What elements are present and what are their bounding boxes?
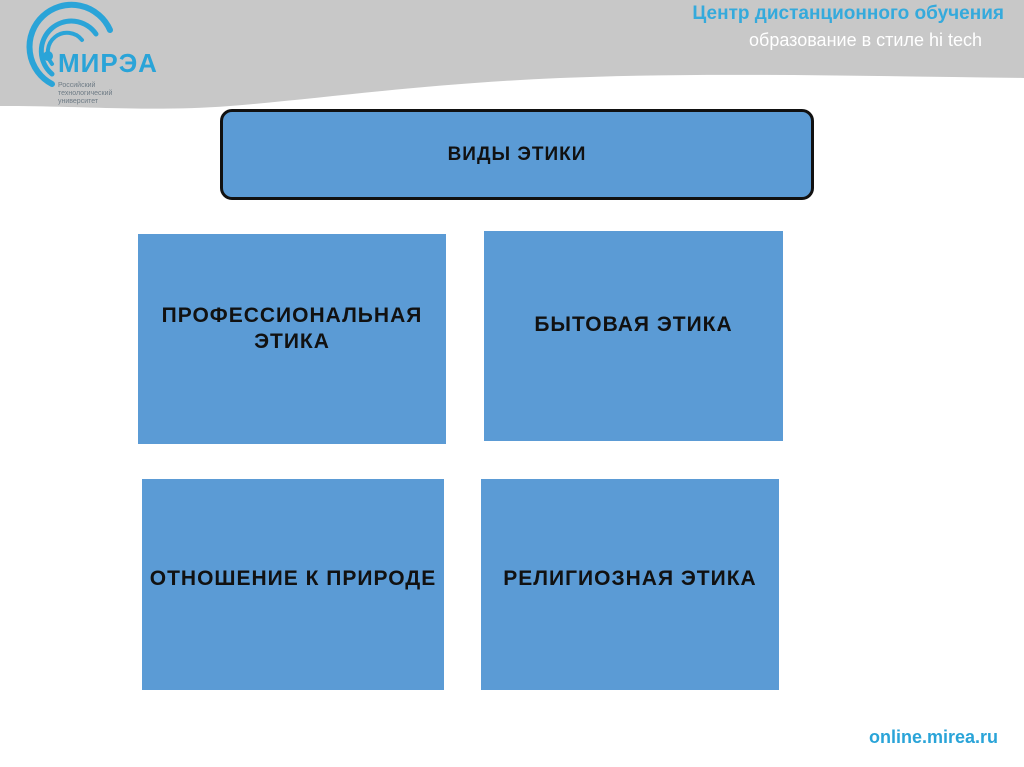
footer-url[interactable]: online.mirea.ru [868,727,998,747]
header-title: Центр дистанционного обучения [692,3,1004,24]
root-node [220,109,814,200]
node-professional-ethics [138,234,446,444]
logo-wordmark: МИРЭА [58,48,158,78]
mirea-logo [0,0,180,110]
node-everyday-ethics [484,231,783,441]
node-label: РЕЛИГИОЗНАЯ ЭТИКА [503,566,757,590]
node-label: ПРОФЕССИОНАЛЬНАЯ ЭТИКА [161,304,423,353]
logo-subtitle: Российский технологический университет [58,82,113,105]
root-node-label: ВИДЫ ЭТИКИ [447,143,587,165]
node-religious-ethics [481,479,779,690]
node-label: БЫТОВАЯ ЭТИКА [534,313,733,336]
header-subtitle: образование в стиле hi tech [749,30,982,50]
node-label: ОТНОШЕНИЕ К ПРИРОДЕ [149,566,437,590]
node-attitude-to-nature [142,479,444,690]
